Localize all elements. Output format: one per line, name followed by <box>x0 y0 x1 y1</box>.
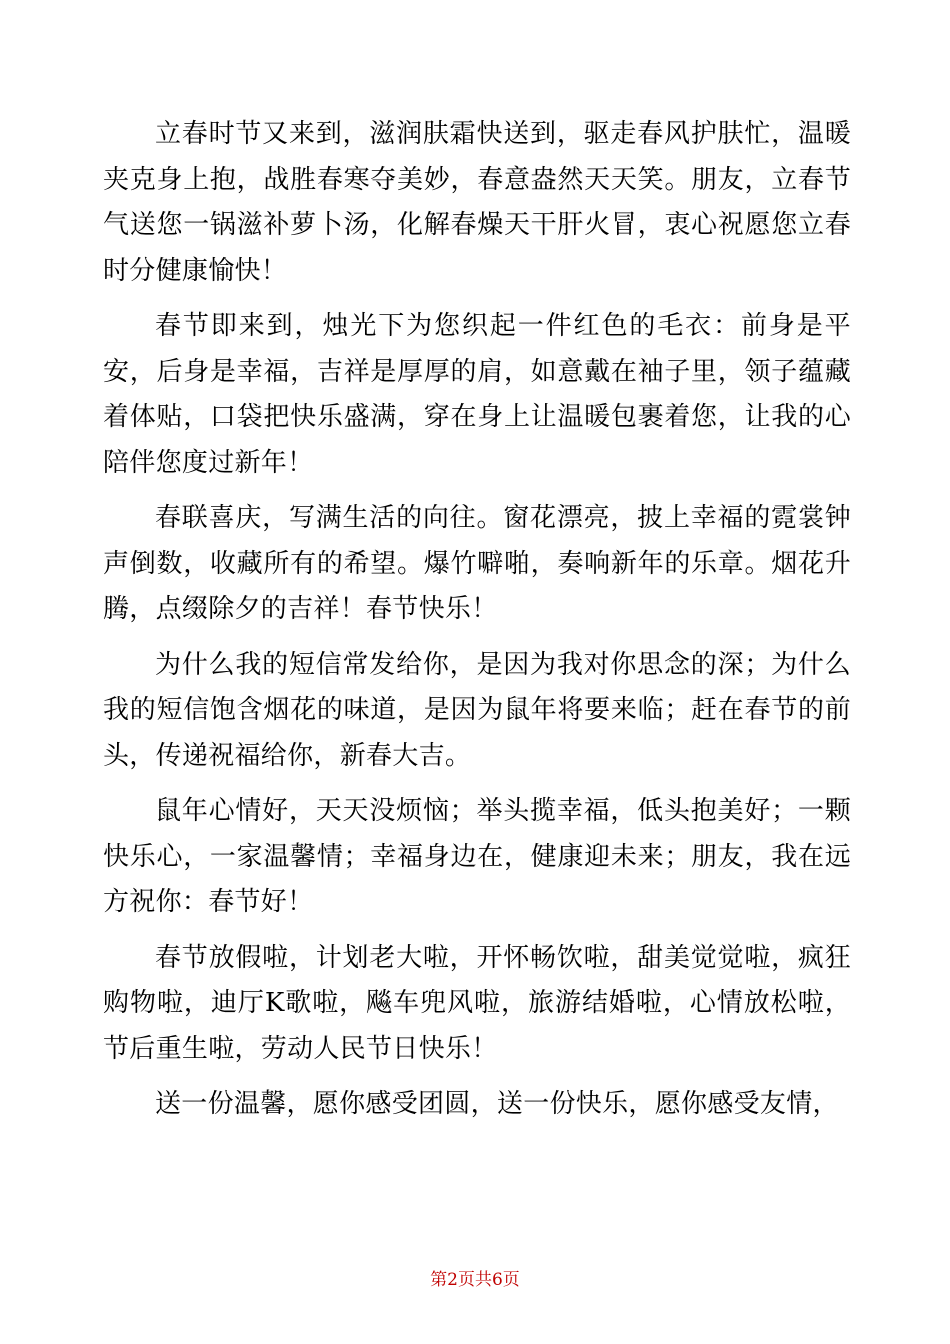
paragraph: 送一份温馨，愿你感受团圆，送一份快乐，愿你感受友情， <box>155 1089 839 1119</box>
paragraph: 春联喜庆，写满生活的向往。窗花漂亮，披上幸福的霓裳钟声倒数，收藏所有的希望。爆竹噼啪，奏响新年的乐章。烟花升腾，点缀除夕的吉祥！春节快乐！ <box>103 503 851 624</box>
document-body <box>103 112 851 1138</box>
paragraph: 立春时节又来到，滋润肤霜快送到，驱走春风护肤忙，温暖夹克身上抱，战胜春寒夺美妙，春意盎然天天笑。朋友，立春节气送您一锅滋补萝卜汤，化解春燥天干肝火冒，衷心祝愿您立春时分健康愉快！ <box>103 119 851 286</box>
page-number-footer: 第2页共6页 <box>430 1270 520 1290</box>
paragraph: 为什么我的短信常发给你，是因为我对你思念的深；为什么我的短信饱含烟花的味道，是因为鼠年将要来临；赶在春节的前头，传递祝福给你，新春大吉。 <box>103 649 851 771</box>
paragraph: 春节放假啦，计划老大啦，开怀畅饮啦，甜美觉觉啦，疯狂购物啦，迪厅K歌啦，飚车兜风啦，旅游结婚啦，心情放松啦，节后重生啦，劳动人民节日快乐！ <box>103 942 851 1064</box>
paragraph: 鼠年心情好，天天没烦恼；举头揽幸福，低头抱美好；一颗快乐心，一家温馨情；幸福身边在，健康迎未来；朋友，我在远方祝你：春节好！ <box>103 796 851 917</box>
paragraph: 春节即来到，烛光下为您织起一件红色的毛衣：前身是平安，后身是幸福，吉祥是厚厚的肩，如意戴在袖子里，领子蕴藏着体贴，口袋把快乐盛满，穿在身上让温暖包裹着您，让我的心陪伴您度过新年！ <box>103 311 851 478</box>
